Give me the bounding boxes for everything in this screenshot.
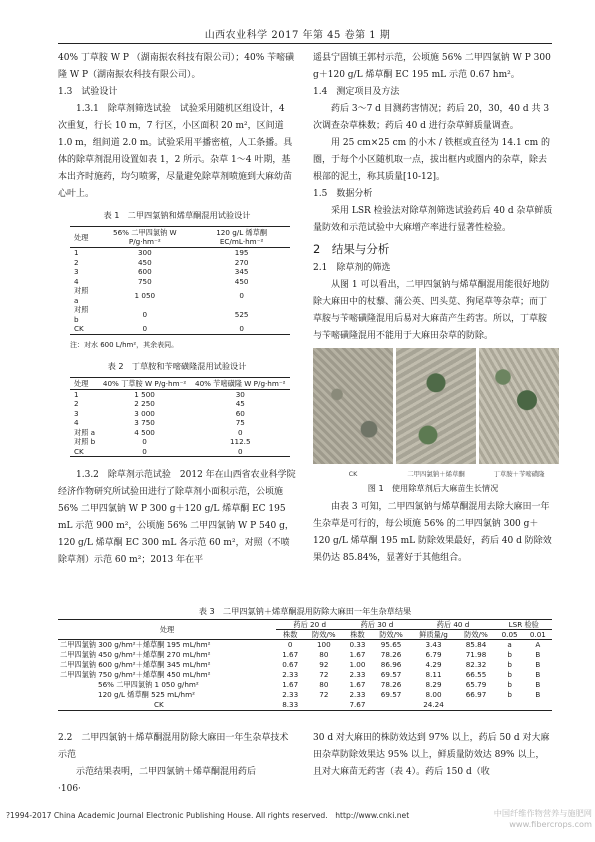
- table-2: [70, 377, 290, 458]
- t3-header-treatment: 处理: [58, 620, 276, 640]
- t3-subheader-2: 株数: [350, 630, 365, 639]
- table-3: [58, 619, 552, 711]
- figure-1-caption: 图 1 使用除草剂后大麻苗生长情况: [367, 483, 499, 493]
- t1-header-1: 56% 二甲四氯钠 W P/g·hm⁻²: [96, 227, 193, 248]
- table-cell: 82.32: [465, 660, 487, 669]
- table-row: [58, 680, 552, 690]
- figure-1-photo: [313, 348, 559, 476]
- table-cell: 1 050: [134, 290, 156, 300]
- table-cell: 65.79: [465, 680, 487, 689]
- table-cell: 75: [235, 418, 245, 427]
- table-cell: 71.98: [465, 650, 487, 659]
- table-cell: 1.67: [282, 680, 299, 689]
- section-1-4-text-a: 药后 3～7 d 目测药害情况；药后 20，30，40 d 共 3 次调查杂草株数；药后 40 d 进行杂草鲜质量调查。: [313, 104, 550, 131]
- t3-subheader-7: 0.01: [529, 630, 546, 639]
- table-row: [70, 267, 290, 277]
- section-1-4-heading: 1.4 测定项目及方法: [313, 87, 400, 97]
- table-cell: 2.33: [282, 670, 299, 679]
- table-cell: 85.84: [465, 640, 487, 649]
- table-row: [70, 286, 290, 305]
- table-cell: 56% 二甲四氯钠 1 050 g/hm²: [98, 680, 199, 689]
- table-cell: 2: [74, 399, 79, 408]
- table-cell: b: [507, 660, 512, 669]
- table-row: [70, 418, 290, 428]
- t3-subheader-0: 株数: [283, 630, 298, 639]
- t3-subheader-4: 鲜质量/g: [419, 630, 448, 639]
- table-cell: 二甲四氯钠 600 g/hm²＋烯草酮 345 mL/hm²: [60, 660, 211, 669]
- section-1-3-heading: 1.3 试验设计: [58, 87, 118, 97]
- table-1-caption: 表 1 二甲四氯钠和烯草酮混用试验设计: [103, 210, 251, 220]
- table-cell: 4: [74, 418, 79, 427]
- table-cell: 92: [319, 660, 329, 669]
- section-1-4-text-b: 用 25 cm×25 cm 的小木 / 铁框或直径为 14.1 cm 的圈，于每个小区随机取一点，拔出框内或圈内的杂草，除去根部的泥土，称其质量[10-12]。: [313, 138, 550, 182]
- table-cell: 69.57: [380, 690, 402, 699]
- table-cell: 69.57: [380, 670, 402, 679]
- table-cell: 3 750: [134, 418, 155, 427]
- table-cell: 二甲四氯钠 750 g/hm²＋烯草酮 450 mL/hm²: [60, 670, 211, 679]
- table-cell: 8.29: [425, 680, 442, 689]
- table-cell: 72: [319, 690, 329, 699]
- table-cell: 2.33: [349, 670, 366, 679]
- table-cell: 120 g/L 烯草酮 525 mL/hm²: [98, 690, 195, 699]
- table-cell: 750: [137, 276, 152, 286]
- t3-header-20d: 药后 20 d: [276, 620, 343, 630]
- table-row: [58, 660, 552, 670]
- table-cell: 95.65: [380, 640, 402, 649]
- table-cell: 60: [235, 408, 245, 418]
- table-cell: 1.67: [349, 680, 366, 689]
- section-1-5-text: 采用 LSR 检验法对除草剂筛选试验药后 40 d 杂草鲜质量防效和示范试验中大麻增产率进行显著性检验。: [313, 206, 553, 233]
- t3-subheader-1: 防效/%: [312, 630, 336, 639]
- t2-header-2: 40% 苄嘧磺隆 W P/g·hm⁻²: [191, 377, 290, 389]
- section-1-5-heading: 1.5 数据分析: [313, 189, 373, 199]
- section-1-3-2-text: 1.3.2 除草剂示范试验 2012 年在山西省农业科学院经济作物研究所试验田进行了除草剂小面积示范，公顷施 56% 二甲四氯钠 W P 300 g＋120 g/L 烯草酮 EC 195 mL 示范 900 m²，公顷施 56% 二甲四氯钠 W P 540 g，120 g/L 烯草酮 EC 300 mL 各示范 60 m²，对照（不喷除草剂）示范 60 m²；2013 年在平: [58, 470, 296, 565]
- table-row: [70, 389, 290, 399]
- table-row: [58, 690, 552, 700]
- table-cell: 450: [234, 276, 249, 286]
- section-2-2-text: 示范结果表明，二甲四氯钠＋烯草酮混用药后: [76, 767, 257, 777]
- table-cell: 300: [137, 248, 152, 257]
- photo-label-mcpa: 二甲四氯钠＋烯草酮: [407, 470, 465, 478]
- table-cell: 1: [74, 248, 79, 257]
- table-cell: 0: [99, 447, 191, 457]
- table-cell: 0: [287, 640, 293, 649]
- table-3-block: [58, 602, 552, 711]
- photo-panel-mcpa-clethodim: [396, 348, 476, 464]
- section-2-heading: 2 结果与分析: [313, 242, 390, 256]
- table-cell: 0: [237, 427, 243, 437]
- table-cell: 0: [96, 324, 193, 334]
- table-cell: 3: [74, 267, 79, 276]
- table-cell: B: [535, 650, 541, 659]
- t3-subheader-6: 0.05: [501, 630, 518, 639]
- t1-header-0: 处理: [70, 227, 96, 248]
- table-3-discussion: 由表 3 可知，二甲四氯钠与烯草酮混用去除大麻田一年生杂草是可行的，每公顷施 56% 的二甲四氯钠 300 g＋120 g/L 烯草酮 195 mL 防除效果最好，药后 40 d 防除效果仍达 85.84%，显著好于其他组合。: [313, 502, 552, 563]
- table-cell: 86.96: [380, 660, 402, 669]
- watermark-line-1: 中国纤维作物营养与施肥网: [493, 808, 592, 818]
- table-1-note: 注：对水 600 L/hm²，其余表同。: [70, 340, 179, 349]
- journal-header: 山西农业科学 2017 年第 45 卷第 1 期: [204, 30, 391, 41]
- photo-label-butachlor: 丁草胺＋苄嘧磺隆: [493, 470, 545, 478]
- table-row: [70, 277, 290, 287]
- table-cell: 100: [316, 640, 331, 649]
- table-cell: 80: [319, 680, 329, 689]
- table-cell: 2: [74, 257, 79, 267]
- page-number: ·106·: [58, 784, 81, 794]
- table-row: [58, 670, 552, 680]
- table-cell: 3 000: [134, 408, 155, 418]
- table-cell: b: [507, 690, 512, 699]
- table-cell: CK: [70, 324, 96, 334]
- table-cell: [456, 700, 495, 711]
- table-cell: 0.33: [349, 640, 366, 649]
- table-cell: 8.00: [425, 690, 442, 699]
- watermark-line-2: www.fibercrops.com: [509, 819, 592, 829]
- t2-header-1: 40% 丁草胺 W P/g·hm⁻²: [99, 377, 191, 389]
- table-cell: 对照 b: [74, 437, 96, 446]
- table-cell: 3: [74, 408, 79, 418]
- table-row: [58, 650, 552, 660]
- t2-header-0: 处理: [70, 377, 99, 389]
- table-2-caption: 表 2 丁草胺和苄嘧磺隆混用试验设计: [107, 360, 247, 371]
- table-cell: 2.33: [282, 690, 299, 699]
- table-cell: 4.29: [425, 660, 442, 669]
- table-cell: 80: [319, 650, 329, 659]
- table-cell: 525: [234, 309, 249, 319]
- table-cell: 二甲四氯钠 450 g/hm²＋烯草酮 270 mL/hm²: [60, 650, 211, 659]
- table-cell: 8.11: [425, 670, 442, 679]
- table-row: [70, 248, 290, 258]
- table-cell: 72: [319, 670, 329, 679]
- table-cell: 1 500: [134, 389, 155, 399]
- table-cell: 78.26: [380, 650, 402, 659]
- table-cell: 0: [193, 324, 290, 334]
- table-cell: 对照 a: [74, 286, 89, 305]
- table-cell: 2 250: [134, 399, 155, 408]
- table-cell: 4: [74, 276, 79, 286]
- table-cell: b: [507, 650, 512, 659]
- table-cell: 66.97: [465, 690, 487, 699]
- table-cell: B: [535, 660, 541, 669]
- table-cell: 对照 b: [74, 305, 89, 324]
- photo-panel-butachlor-bensulfuron: [479, 348, 559, 464]
- t3-header-30d: 药后 30 d: [343, 620, 410, 630]
- table-cell: B: [535, 690, 541, 699]
- section-2-2-results: 30 d 对大麻田的株防效达到 97% 以上，药后 50 d 对大麻田杂草防除效果达 95% 以上，鲜质量防效达 89% 以上，且对大麻苗无药害（表 4）。药后 150 d（收: [313, 733, 550, 777]
- table-cell: CK: [154, 700, 164, 709]
- t3-header-lsr: LSR 检验: [495, 620, 552, 630]
- table-cell: 4 500: [134, 427, 155, 437]
- section-2-1-text: 从图 1 可以看出，二甲四氯钠与烯草酮混用能很好地防除大麻田中的杖藜、蒲公英、凹头苋、狗尾草等杂草；而丁草胺与苄嘧磺隆混用后易对大麻苗产生药害。所以，丁草胺与苄嘧磺隆混用不能用于大麻田杂草的防除。: [313, 280, 550, 341]
- table-row: [58, 700, 552, 711]
- table-cell: 0: [142, 437, 147, 446]
- photo-label-ck: CK: [348, 470, 358, 478]
- t3-header-40d: 药后 40 d: [411, 620, 496, 630]
- table-row: [70, 428, 290, 438]
- table-row: [70, 437, 290, 447]
- table-cell: 345: [234, 267, 249, 276]
- table-cell: [495, 700, 523, 711]
- table-cell: 270: [234, 257, 249, 267]
- table-cell: 66.55: [465, 670, 487, 679]
- header-rule: [58, 43, 552, 44]
- table-cell: 二甲四氯钠 300 g/hm²＋烯草酮 195 mL/hm²: [60, 640, 211, 649]
- bottom-right-column: [313, 730, 553, 781]
- table-cell: 2.33: [349, 690, 366, 699]
- table-cell: B: [535, 670, 541, 679]
- table-cell: 45: [235, 399, 245, 408]
- continued-paragraph: 遥县宁固镇王郭村示范，公顷施 56% 二甲四氯钠 W P 300 g＋120 g/L 烯草酮 EC 195 mL 示范 0.67 hm²。: [313, 53, 551, 80]
- table-row: [70, 399, 290, 409]
- bottom-left-column: [58, 730, 296, 798]
- table-cell: 7.67: [349, 700, 366, 709]
- left-column: [58, 50, 296, 569]
- table-cell: 对照 a: [74, 427, 96, 437]
- table-cell: 600: [137, 267, 152, 276]
- intro-paragraph: 40% 丁草胺 W P （湖南振农科技有限公司）；40% 苄嘧磺隆 W P（湖南振农科技有限公司）。: [58, 53, 295, 80]
- table-cell: 78.26: [380, 680, 402, 689]
- table-cell: 1.67: [282, 650, 299, 659]
- table-cell: 30: [235, 389, 245, 399]
- table-cell: 0.67: [282, 660, 299, 669]
- section-2-2-heading: 2.2 二甲四氯钠＋烯草酮混用防除大麻田一年生杂草技术示范: [58, 733, 289, 760]
- table-cell: [304, 700, 343, 711]
- t1-header-2: 120 g/L 烯草酮 EC/mL·hm⁻²: [193, 227, 290, 248]
- table-cell: 450: [137, 257, 152, 267]
- photo-panel-ck: [313, 348, 393, 464]
- watermark: [452, 808, 592, 830]
- table-cell: 1: [74, 389, 79, 399]
- table-cell: 8.33: [282, 700, 299, 709]
- table-cell: 0: [191, 447, 290, 457]
- section-1-3-1-text: 1.3.1 除草剂筛选试验 试验采用随机区组设计，4 次重复，行长 10 m，7 行区，小区面积 20 m²，区间道 1.0 m，组间道 2.0 m。试验采用平播密植，人工条播。具体的除草剂混用设置如表 1，2 所示。杂草 1～4 叶期，基本出齐时施药，均匀喷雾，尽量避免除草剂喷施到大麻幼苗心叶上。: [58, 104, 293, 199]
- table-cell: B: [535, 680, 541, 689]
- table-row: [70, 447, 290, 457]
- table-cell: A: [535, 640, 541, 649]
- table-cell: 112.5: [229, 437, 251, 446]
- table-row: [58, 640, 552, 651]
- table-cell: b: [507, 670, 512, 679]
- table-cell: [524, 700, 552, 711]
- copyright-text: ?1994-2017 China Academic Journal Electronic Publishing House. All rights reserved. http://www.cnki.net: [6, 811, 410, 820]
- t3-subheader-5: 防效/%: [464, 630, 488, 639]
- section-2-1-heading: 2.1 除草剂的筛选: [313, 263, 391, 273]
- table-cell: 1.67: [349, 650, 366, 659]
- table-row: [70, 409, 290, 419]
- table-1: [70, 226, 290, 335]
- table-row: [70, 305, 290, 324]
- table-cell: CK: [70, 447, 99, 457]
- table-3-caption: 表 3 二甲四氯钠＋烯草酮混用防除大麻田一年生杂草结果: [198, 606, 412, 616]
- t3-subheader-3: 防效/%: [379, 630, 403, 639]
- table-cell: a: [507, 640, 512, 649]
- table-cell: 1.00: [349, 660, 366, 669]
- table-row: [70, 258, 290, 268]
- table-row: [70, 324, 290, 334]
- table-cell: 6.79: [425, 650, 442, 659]
- table-cell: 195: [234, 248, 249, 257]
- table-cell: 0: [142, 309, 148, 319]
- table-cell: 0: [239, 290, 244, 300]
- right-column: [313, 50, 553, 567]
- table-cell: [372, 700, 411, 711]
- table-cell: 3.43: [425, 640, 442, 649]
- table-cell: 24.24: [423, 700, 444, 709]
- table-cell: b: [507, 680, 512, 689]
